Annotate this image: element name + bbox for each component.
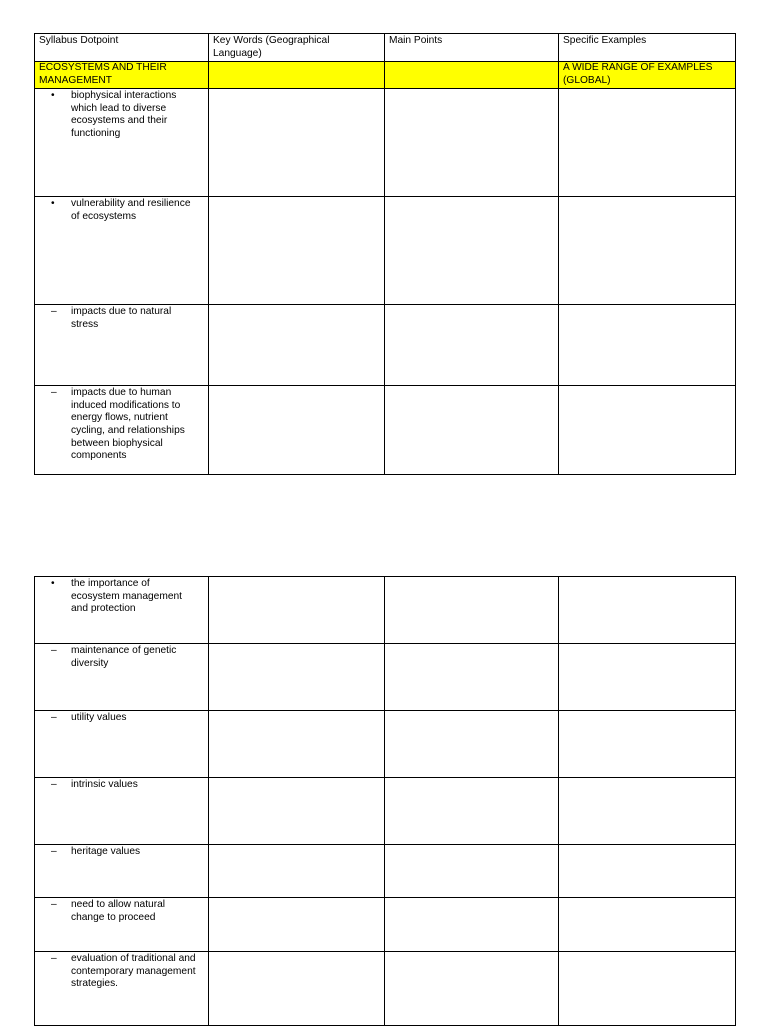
specific-examples-cell[interactable] bbox=[559, 577, 736, 644]
table-row bbox=[35, 305, 736, 386]
bullet-marker: • bbox=[51, 90, 55, 102]
key-words-cell[interactable] bbox=[209, 305, 385, 386]
header-main-points: Main Points bbox=[385, 34, 559, 62]
dotpoint-cell bbox=[35, 898, 209, 952]
table-row bbox=[35, 577, 736, 644]
dotpoint-cell bbox=[35, 644, 209, 711]
table-row bbox=[35, 952, 736, 1026]
dash-marker: – bbox=[51, 712, 57, 723]
dotpoint-text: maintenance of genetic diversity bbox=[71, 645, 177, 669]
dash-marker: – bbox=[51, 953, 57, 964]
table-row bbox=[35, 89, 736, 197]
dotpoint-text: utility values bbox=[71, 712, 127, 723]
main-points-cell[interactable] bbox=[385, 305, 559, 386]
dotpoint-text: impacts due to natural stress bbox=[71, 306, 172, 330]
dotpoint-text: biophysical interactions which lead to diverse ecosystems and their functioning bbox=[71, 90, 177, 139]
table-row bbox=[35, 197, 736, 305]
dash-marker: – bbox=[51, 779, 57, 790]
bullet-marker: • bbox=[51, 578, 55, 589]
key-words-cell[interactable] bbox=[209, 778, 385, 845]
table-row bbox=[35, 711, 736, 778]
specific-examples-cell[interactable] bbox=[559, 305, 736, 386]
specific-examples-cell[interactable] bbox=[559, 644, 736, 711]
table-row bbox=[35, 898, 736, 952]
dash-marker: – bbox=[51, 387, 57, 399]
dotpoint-text: vulnerability and resilience of ecosystems bbox=[71, 198, 191, 222]
specific-examples-cell[interactable] bbox=[559, 778, 736, 845]
dotpoint-text: intrinsic values bbox=[71, 779, 138, 790]
key-words-cell[interactable] bbox=[209, 898, 385, 952]
table-row bbox=[35, 644, 736, 711]
specific-examples-cell[interactable] bbox=[559, 711, 736, 778]
main-points-cell[interactable] bbox=[385, 386, 559, 475]
section-examples-note: A WIDE RANGE OF EXAMPLES (GLOBAL) bbox=[559, 62, 736, 89]
dash-marker: – bbox=[51, 846, 57, 857]
specific-examples-cell[interactable] bbox=[559, 845, 736, 898]
dotpoint-text: need to allow natural change to proceed bbox=[71, 899, 166, 923]
dotpoint-cell bbox=[35, 386, 209, 475]
dotpoint-text: heritage values bbox=[71, 846, 141, 857]
dotpoint-cell bbox=[35, 197, 209, 305]
key-words-cell[interactable] bbox=[209, 197, 385, 305]
dotpoint-text: the importance of ecosystem management and protection bbox=[71, 578, 182, 615]
dotpoint-cell bbox=[35, 845, 209, 898]
specific-examples-cell[interactable] bbox=[559, 89, 736, 197]
table-row bbox=[35, 845, 736, 898]
key-words-cell[interactable] bbox=[209, 89, 385, 197]
dotpoint-cell bbox=[35, 711, 209, 778]
header-row bbox=[35, 34, 736, 62]
specific-examples-cell[interactable] bbox=[559, 197, 736, 305]
main-points-cell[interactable] bbox=[385, 89, 559, 197]
key-words-cell[interactable] bbox=[209, 386, 385, 475]
specific-examples-cell[interactable] bbox=[559, 386, 736, 475]
dotpoint-cell bbox=[35, 778, 209, 845]
dotpoint-cell bbox=[35, 952, 209, 1026]
dash-marker: – bbox=[51, 899, 57, 910]
dotpoint-text: evaluation of traditional and contemporary management strategies. bbox=[71, 953, 196, 990]
main-points-cell[interactable] bbox=[385, 845, 559, 898]
bullet-marker: • bbox=[51, 198, 55, 210]
header-specific-examples: Specific Examples bbox=[559, 34, 736, 62]
key-words-cell[interactable] bbox=[209, 711, 385, 778]
key-words-cell[interactable] bbox=[209, 577, 385, 644]
key-words-cell[interactable] bbox=[209, 845, 385, 898]
dotpoint-cell bbox=[35, 89, 209, 197]
table-row bbox=[35, 386, 736, 475]
specific-examples-cell[interactable] bbox=[559, 952, 736, 1026]
section-title: ECOSYSTEMS AND THEIR MANAGEMENT bbox=[35, 62, 209, 89]
dash-marker: – bbox=[51, 306, 57, 318]
dash-marker: – bbox=[51, 645, 57, 656]
header-key-words: Key Words (Geographical Language) bbox=[209, 34, 385, 62]
section-row bbox=[35, 62, 736, 89]
syllabus-table-2 bbox=[34, 576, 736, 1026]
section-key-words-cell bbox=[209, 62, 385, 89]
key-words-cell[interactable] bbox=[209, 952, 385, 1026]
dotpoint-cell bbox=[35, 305, 209, 386]
main-points-cell[interactable] bbox=[385, 898, 559, 952]
table-row bbox=[35, 778, 736, 845]
syllabus-table-1 bbox=[34, 33, 736, 475]
dotpoint-cell bbox=[35, 577, 209, 644]
header-syllabus-dotpoint: Syllabus Dotpoint bbox=[35, 34, 209, 62]
key-words-cell[interactable] bbox=[209, 644, 385, 711]
section-main-points-cell bbox=[385, 62, 559, 89]
main-points-cell[interactable] bbox=[385, 711, 559, 778]
main-points-cell[interactable] bbox=[385, 778, 559, 845]
main-points-cell[interactable] bbox=[385, 644, 559, 711]
main-points-cell[interactable] bbox=[385, 577, 559, 644]
dotpoint-text: impacts due to human induced modifications to energy flows, nutrient cycling, and relationships between biophysical components bbox=[71, 387, 185, 462]
main-points-cell[interactable] bbox=[385, 952, 559, 1026]
main-points-cell[interactable] bbox=[385, 197, 559, 305]
specific-examples-cell[interactable] bbox=[559, 898, 736, 952]
